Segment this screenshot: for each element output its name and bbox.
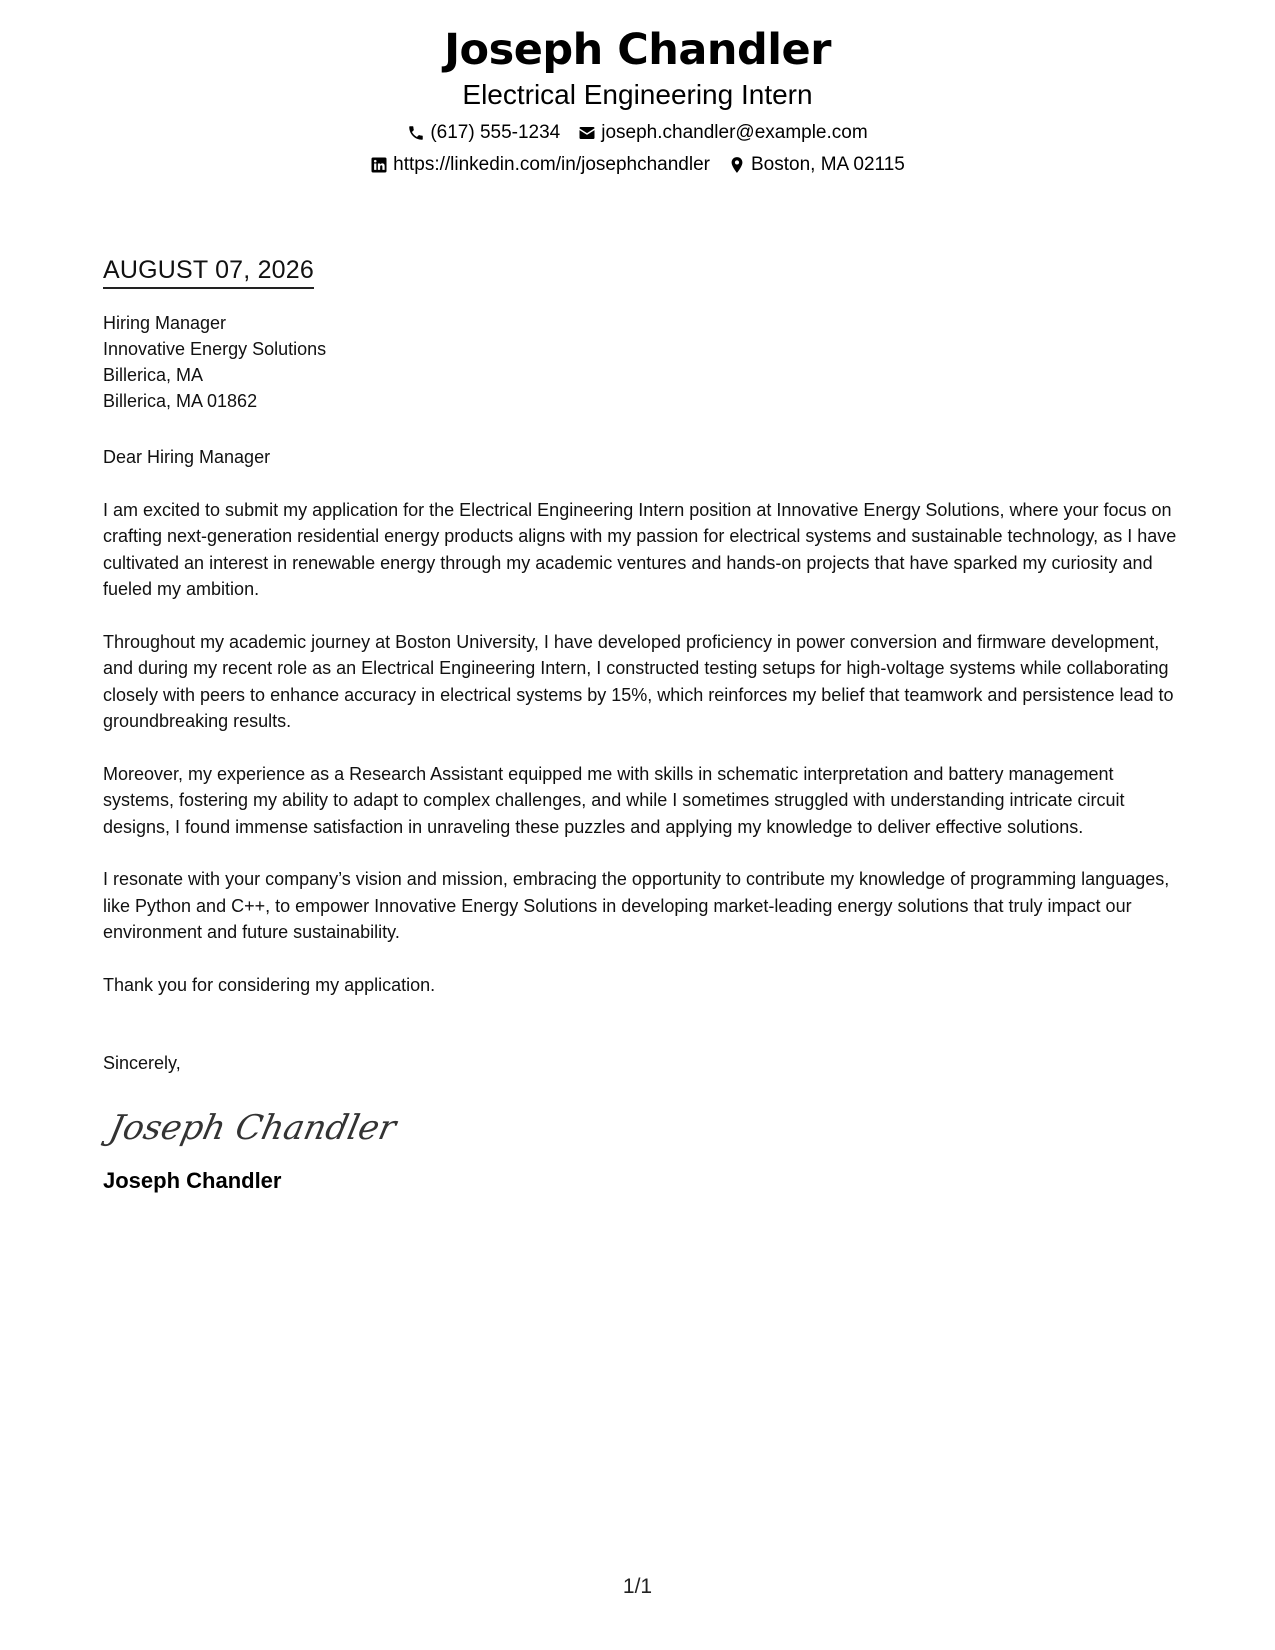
recipient-name: Hiring Manager bbox=[103, 313, 227, 333]
body-paragraph: I resonate with your company’s vision and mission, embracing the opportunity to contribute my knowledge of programming languages, like Python and C++, to empower Innovative Energy Solutions in developing market-leading energy solutions that truly impact our environment and future sustainability. bbox=[103, 869, 1170, 942]
body-paragraph: Throughout my academic journey at Boston University, I have developed proficiency in power conversion and firmware development, and during my recent role as an Electrical Engineering Intern, I constructed testing setups for high-voltage systems while collaborating closely with peers to enhance accuracy in electrical systems by 15%, which reinforces my belief that teamwork and persistence lead to groundbreaking results. bbox=[103, 631, 1174, 731]
salutation: Dear Hiring Manager bbox=[103, 447, 271, 467]
recipient-block bbox=[103, 310, 1178, 414]
applicant-title: Electrical Engineering Intern bbox=[462, 79, 813, 110]
recipient-address: Billerica, MA 01862 bbox=[103, 391, 258, 411]
closing-salutation: Sincerely, bbox=[103, 1053, 181, 1073]
signer-name: Joseph Chandler bbox=[103, 1167, 282, 1193]
envelope-icon bbox=[578, 124, 596, 142]
body-paragraph: I am excited to submit my application for the Electrical Engineering Intern position at Innovative Energy Solutions, where your focus on crafting next-generation residential energy products aligns with my passion for electrical systems and sustainable technology, as I have cultivated an interest in renewable energy through my academic ventures and hands-on projects that have sparked my curiosity and fueled my ambition. bbox=[103, 499, 1177, 599]
body-paragraph: Moreover, my experience as a Research Assistant equipped me with skills in schematic interpretation and battery management systems, fostering my ability to adapt to complex challenges, and while I sometimes struggled with understanding intricate circuit designs, I found immense satisfaction in unraveling these puzzles and applying my knowledge to deliver effective solutions. bbox=[103, 763, 1125, 837]
letter-header bbox=[0, 22, 1275, 177]
email-link[interactable]: joseph.chandler@example.com bbox=[601, 122, 868, 143]
contact-linkedin bbox=[370, 153, 710, 177]
linkedin-link[interactable]: https://linkedin.com/in/josephchandler bbox=[393, 154, 710, 175]
location-text: Boston, MA 02115 bbox=[750, 154, 905, 175]
contact-row-primary bbox=[0, 121, 1275, 145]
page-number: 1/1 bbox=[622, 1575, 653, 1598]
phone-text: (617) 555-1234 bbox=[430, 122, 561, 143]
letter-body bbox=[103, 254, 1178, 1195]
thank-you-line: Thank you for considering my application. bbox=[103, 974, 436, 995]
signature-script: Joseph Chandler bbox=[105, 1107, 400, 1148]
map-marker-icon bbox=[728, 156, 746, 174]
letter-date: AUGUST 07, 2026 bbox=[103, 254, 314, 289]
contact-row-secondary bbox=[0, 153, 1275, 177]
applicant-name: Joseph Chandler bbox=[444, 25, 831, 75]
handwritten-signature bbox=[107, 1095, 1178, 1157]
contact-location bbox=[728, 153, 905, 177]
contact-phone bbox=[407, 121, 560, 145]
phone-icon bbox=[407, 124, 425, 142]
linkedin-icon bbox=[370, 156, 388, 174]
contact-email bbox=[578, 121, 867, 145]
recipient-company: Innovative Energy Solutions bbox=[103, 339, 327, 359]
recipient-city: Billerica, MA bbox=[103, 365, 204, 385]
